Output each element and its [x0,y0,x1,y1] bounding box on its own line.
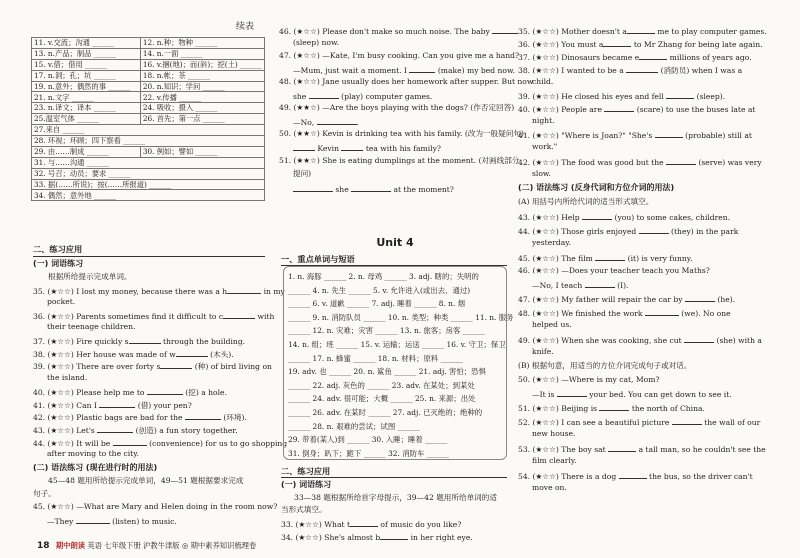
question-50-cont: Kevin tea with his family? [293,142,441,154]
word-box-row: ______ 6. v. 道歉 ______ 7. adj. 睡着 ______ 8. n. 烟 [288,299,465,309]
question-42: 42. (★☆☆) Plastic bags are bad for the (环境). [33,413,247,422]
question-35: 35. (★☆☆) Mother doesn't a me to play computer games. [518,27,767,36]
answer-blank[interactable] [293,142,315,151]
question-51-cont: 提问) [293,169,312,178]
question-42-cont: slow. [532,169,551,178]
section-title-practice: 二、练习应用 [281,466,331,476]
vocab-cell: 22. v.传播 ______ [140,92,264,103]
vocab-row [32,103,265,114]
instruction: 根据所给提示完成单词。 [48,272,132,281]
vocab-row [32,59,265,70]
answer-blank[interactable] [645,307,679,316]
vocab-cell: 20. n.知识；学问 ______ [140,81,264,92]
answer-blank[interactable] [160,360,192,369]
answer-blank[interactable] [223,310,255,319]
word-box-row: 31. 倒身；趴下；跪下 ______ 32. 消防车 ______ [288,448,449,458]
answer-blank[interactable] [350,518,378,527]
vocab-cell: 24. 吸收；摄入 ______ [140,103,264,114]
question-38: 38. (★☆☆) I wanted to be a (消防员) when I was a [518,66,743,75]
answer-blank[interactable] [595,252,625,261]
question-44: 44. (★☆☆) Those girls enjoyed (they) in the park [518,227,739,236]
vocab-row [32,70,265,81]
answer-blank[interactable] [557,388,587,397]
vocab-cell: 31. 与……沟通 ______ [32,157,265,168]
word-box-row: ______ 28. n. 艰难的尝试；试图 ______ [288,421,420,431]
question-39: 39. (★☆☆) He closed his eyes and fell (sleep). [518,92,726,101]
question-48-cont: helped us. [532,320,572,329]
question-41: 41. (★☆☆) "Where is Joan?" "She's (probable) still at [518,131,752,140]
word-box [283,266,514,460]
question-50-cont: —It is your bed. You can get down to see it. [532,390,732,399]
answer-blank[interactable] [380,531,408,540]
instruction-b: (B) 根据句意，用适当的方位介词完成句子或对话。 [518,361,692,370]
vocab-row [32,48,265,59]
vocab-row [32,168,265,179]
question-54: 54. (★☆☆) There is a dog the bus, so the driver can't [518,472,753,481]
vocab-cell: 30. 例如；譬如 ______ [140,146,264,157]
vocab-cell: 34. 偶然；意外地 ______ [32,190,265,201]
answer-blank[interactable] [309,90,339,99]
word-box-row: 19. adv. 也 ______ 20. n. 鲨鱼 ______ 21. adj. 害怕；恐惧 [288,367,486,377]
sub-title-vocab: (一) 词语练习 [281,480,332,489]
answer-blank[interactable] [599,402,629,411]
vocab-cell: 25.温室气体 ______ [32,114,141,125]
answer-blank[interactable] [341,142,363,151]
question-54-cont: move on. [532,483,567,492]
question-48: 48. (★☆☆) Jane usually does her homework after supper. But now [279,77,534,86]
question-38: 38. (★☆☆) Her house was made of w (木头). [33,350,234,359]
vocab-row [32,38,265,49]
question-46: 46. (★☆☆) —Does your teacher teach you Maths? [518,266,710,275]
vocab-row [32,190,265,201]
question-40: 40. (★☆☆) Please help me to (挖) a hole. [33,388,227,397]
footer-text: 英语 七年级下册 沪教牛津版 ◎ 期中素养知识梳理卷 [87,541,257,550]
column-right [518,0,800,558]
instruction: 33—38 题根据所给首字母提示，39—42 题用所给单词的适 [294,493,497,502]
question-51-line: she at the moment? [293,183,454,195]
sub-title-grammar: (二) 语法练习 (反身代词和方位介词的用法) [518,183,675,192]
word-box-row: ______ 9. n. 消防队员 ______ 10. n. 类型；种类 ______ 11. n. 服务 [288,312,514,322]
word-box-row: ______ 17. n. 蜂蜜 ______ 18. n. 材料；原料 ______ [288,353,463,363]
question-43: 43. (★☆☆) Let's (创造) a fun story together. [33,426,238,435]
answer-blank[interactable] [685,293,715,302]
vocab-cell: 11. v.交流；沟通 ______ [32,38,141,49]
vocab-cell: 32. 号召；动员；要求 ______ [32,168,265,179]
question-38-cont: child. [532,77,554,86]
vocab-table [31,37,265,201]
question-47-cont: —Mum, just wait a moment. I (make) my bed now. [293,66,516,75]
vocab-row [32,136,265,147]
question-44-cont: after moving to the city. [47,449,139,458]
vocab-cell: 16. v.捆(地)；而(斜)；挖(土) ______ [140,59,264,70]
vocab-cell: 19. n.意外；偶然的事 ______ [32,81,141,92]
question-50: 50. (★★☆) Kevin is drinking tea with his family. (改为一般疑问句) [279,129,524,138]
question-49-cont: knife. [532,347,554,356]
brand-label: 期中朗读 [55,541,86,550]
question-37: 37. (★☆☆) Dinosaurs became e millions of years ago. [518,53,752,62]
vocab-cell: 29. 由……制成 ______ [32,146,141,157]
answer-blank[interactable] [672,416,702,425]
vocab-row [32,114,265,125]
question-36: 36. (★☆☆) You must a to Mr Zhang for being late again. [518,40,763,49]
answer-blank[interactable] [639,51,667,60]
question-45: 45. (★☆☆) —What are Mary and Helen doing in the room now? [33,502,278,511]
question-39-cont: the island. [47,373,88,382]
answer-blank[interactable] [604,103,634,112]
instruction-cont: 当形式填空。 [281,505,327,514]
answer-blank[interactable] [97,424,133,433]
page-number: 18 [37,541,50,551]
section-title-keywords: 一、重点单词与短语 [281,254,355,264]
answer-blank[interactable] [176,348,208,357]
word-box-row: ______ 26. adv. 在某时 ______ 27. adj. 已灭绝的；绝种的 [288,407,483,417]
answer-blank[interactable] [99,399,135,408]
column-left [0,0,288,558]
question-33: 33. (★☆☆) What t of music do you like? [281,520,462,529]
question-46-cont: (sleep) now. [293,38,339,47]
answer-blank[interactable] [76,515,110,524]
page-footer [37,541,256,553]
question-36-cont: their teenage children. [47,322,136,331]
answer-blank[interactable] [684,334,714,343]
answer-blank[interactable] [351,183,391,192]
instruction: 45—48 题用所给提示完成单词，49—51 题根据要求完成 [48,476,244,485]
vocab-cell: 14. n.一面 ______ [140,48,264,59]
word-box-row: ______ 24. adv. 很可能；大概 ______ 25. n. 来源；出处 [288,394,476,404]
question-35-cont: pocket. [47,297,76,306]
vocab-cell: 17. n.洞；孔；坑 ______ [32,70,141,81]
question-39: 39. (★☆☆) There are over forty s (种) of bird living on [33,362,272,371]
vocab-cell: 23. n.译文；译本 ______ [32,103,141,114]
vocab-row [32,92,265,103]
sub-title-vocab: (一) 词语练习 [33,259,84,268]
answer-blank[interactable] [113,437,147,446]
question-44: 44. (★☆☆) It will be (convenience) for us to go shopping [33,439,288,448]
question-49-cont: —No, . [293,118,360,127]
vocab-cell: 18. n.帐；茶 ______ [140,70,264,81]
question-41: 41. (★☆☆) Can I (借) your pen? [33,401,192,410]
answer-blank[interactable] [655,129,683,138]
vocab-cell: 13. n.产品；制品 ______ [32,48,141,59]
question-41-cont: work." [532,142,558,151]
question-49: 49. (★☆☆) When she was cooking, she cut (she) with a [518,336,762,345]
answer-blank[interactable] [227,285,261,294]
answer-blank[interactable] [147,386,183,395]
question-40: 40. (★☆☆) People are (scare) to use the buses late at [518,105,756,114]
answer-blank[interactable] [627,25,655,34]
question-51: 51. (★☆☆) Beijing is the north of China. [518,404,705,413]
question-45: 45. (★☆☆) The film (it) is very funny. [518,254,693,263]
question-51: 51. (★★☆) She is eating dumplings at the moment. (对画线部分 [279,156,520,165]
question-40-cont: night. [532,116,555,125]
question-44-cont: yesterday. [532,238,571,247]
question-36: 36. (★☆☆) Parents sometimes find it difficult to c with [33,312,275,321]
instruction-cont: 句子。 [33,489,56,498]
answer-blank[interactable] [492,25,518,34]
vocab-cell: 21. n.文字 ______ [32,92,141,103]
vocab-cell: 15. v.借；借用 ______ [32,59,141,70]
vocab-cell: 12. n.种；物种 ______ [140,38,264,49]
vocab-row [32,81,265,92]
question-46-cont: —No, I teach (I). [532,281,629,290]
answer-blank[interactable] [185,411,221,420]
word-box-row: ______ 12. n. 灾难；灾害 ______ 13. n. 旅客；房客 ______ [288,326,485,336]
word-box-row: ______ 4. n. 先生 ______ 5. v. 允许进入(或出去、通过) [288,285,471,295]
question-42: 42. (★☆☆) The food was good but the (serve) was very [518,158,762,167]
question-48: 48. (★☆☆) We finished the work (we). No one [518,309,731,318]
word-box-row: 14. n. 组；班 ______ 15. v. 运输；运送 ______ 16. v. 守卫；保卫 [288,339,506,349]
section-title-practice: 二、练习应用 [33,244,83,254]
question-43: 43. (★☆☆) Help (you) to some cakes, children. [518,213,731,222]
question-35: 35. (★☆☆) I lost my money, because there was a h in my [33,287,285,296]
section-divider [281,477,507,478]
section-divider [33,256,265,257]
vocab-row [32,125,265,136]
answer-blank[interactable] [619,470,647,479]
answer-blank[interactable] [293,183,333,192]
continued-label: 续表 [236,22,255,32]
question-46: 46. (★☆☆) Please don't make so much noise. The baby [279,25,518,37]
vocab-cell: 33. 据(……所说)；按(……所报道) ______ [32,179,265,190]
answer-blank[interactable] [639,225,669,234]
vocab-row [32,179,265,190]
word-box-row: 1. n. 海豚 ______ 2. n. 母鸡 ______ 3. adj. 瞎的；失明的 [288,272,479,281]
unit-title: Unit 4 [376,236,414,249]
answer-blank[interactable] [409,64,435,73]
answer-blank[interactable] [608,443,636,452]
question-37: 37. (★☆☆) Fire quickly s through the building. [33,337,246,346]
question-53-cont: film clearly. [532,456,577,465]
question-49: 49. (★★☆) —Are the boys playing with the dogs? (作否定回答) [279,103,515,112]
answer-blank[interactable] [603,38,631,47]
question-48-cont: she (play) computer games. [293,92,433,101]
word-box-row: ______ 22. adj. 灰色的 ______ 23. adv. 在某处；到某处 [288,380,475,390]
instruction-a: (A) 用括号内所给代词的适当形式填空。 [518,197,654,206]
answer-blank[interactable] [585,279,615,288]
answer-blank[interactable] [317,116,357,125]
question-47: 47. (★☆☆) —Kate, I'm busy cooking. Can you give me a hand? [279,51,520,60]
answer-blank[interactable] [129,335,161,344]
vocab-row [32,157,265,168]
question-52: 52. (★☆☆) I can see a beautiful picture the wall of our [518,418,761,427]
question-50: 50. (★☆☆) —Where is my cat, Mom? [518,375,660,384]
answer-blank[interactable] [666,90,694,99]
question-52-cont: new house. [532,429,576,438]
question-53: 53. (★☆☆) The boy sat a tall man, so he couldn't see the [518,445,766,454]
sub-title-grammar: (二) 语法练习 (现在进行时的用法) [33,463,158,472]
word-box-row: 29. 带着(某人)到 ______ 30. 入睡；睡着 ______ [288,435,448,445]
answer-blank[interactable] [626,64,658,73]
vocab-cell: 27.来自 ______ [32,125,265,136]
vocab-row [32,146,265,157]
vocab-cell: 26. 首先；第一点 ______ [140,114,264,125]
column-middle [276,0,534,558]
vocab-cell: 28. 环视；环顾；四下察看 ______ [32,136,265,147]
question-45-cont: —They (listen) to music. [47,517,177,526]
answer-blank[interactable] [666,156,696,165]
question-34: 34. (★☆☆) She's almost b in her right eye. [281,533,473,542]
question-47: 47. (★☆☆) My father will repair the car by (he). [518,295,736,304]
answer-blank[interactable] [582,211,612,220]
